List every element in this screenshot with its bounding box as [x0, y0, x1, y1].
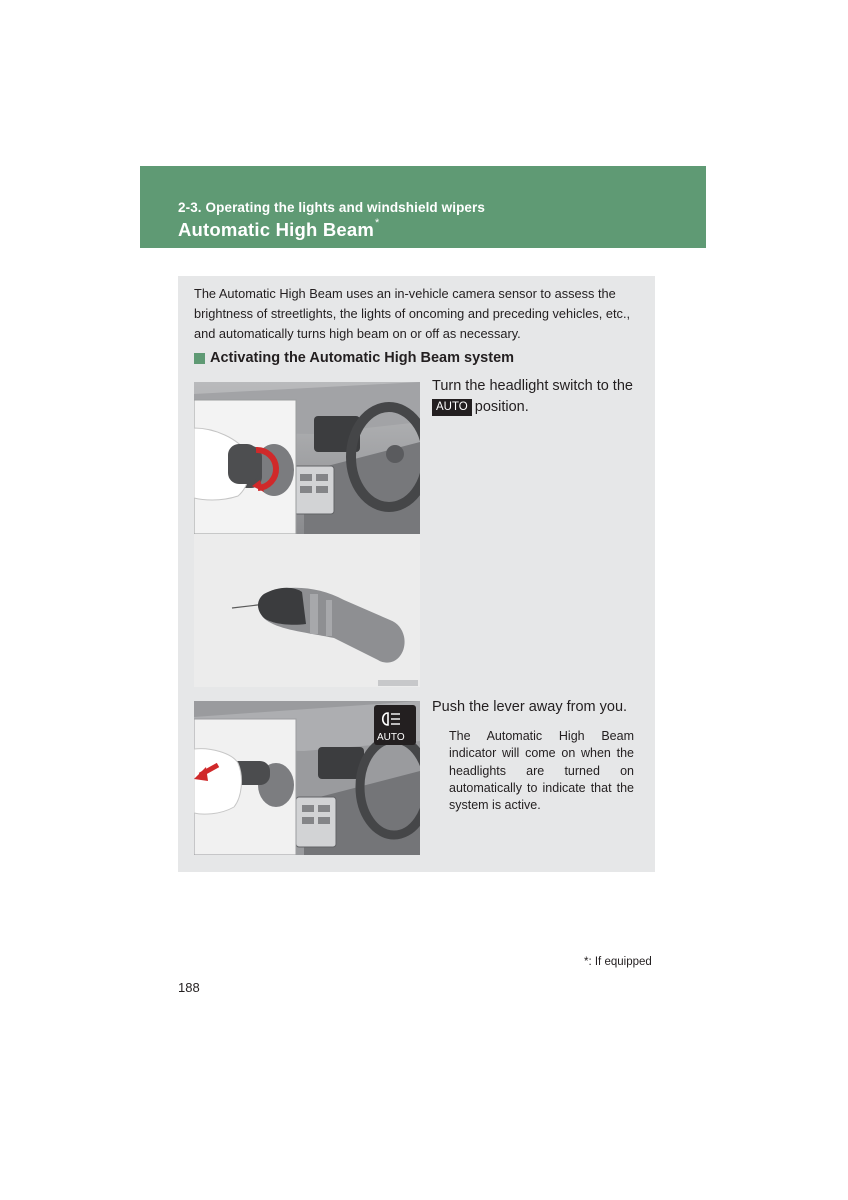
step-1-instruction: Turn the headlight switch to the AUTO position.: [432, 378, 633, 415]
headlight-switch-illustration: [194, 382, 420, 534]
content-panel: [178, 276, 655, 872]
lever-push-illustration: [194, 701, 420, 855]
subheading: Activating the Automatic High Beam system: [194, 350, 514, 366]
footnote: *: If equipped: [584, 956, 652, 968]
auto-position-label: AUTO: [432, 399, 472, 416]
page-title: Automatic High Beam*: [178, 216, 380, 240]
footnote-marker: *: [375, 216, 380, 229]
section-header: [140, 166, 706, 248]
auto-indicator-label: AUTO: [377, 732, 405, 743]
step-2-instruction: Push the lever away from you.: [432, 699, 628, 715]
headlight-lever-illustration: [194, 534, 420, 687]
section-title: 2-3. Operating the lights and windshield wipers: [178, 200, 485, 215]
intro-paragraph: The Automatic High Beam uses an in-vehicle camera sensor to assess the brightness of streetlights, the lights of oncoming and preceding vehicles, etc., and automatically turns high beam on or off as necessary.: [194, 286, 631, 341]
page-number: 188: [178, 980, 200, 995]
square-bullet-icon: [194, 353, 205, 364]
step-2-note: The Automatic High Beam indicator will come on when the headlights are turned on automatically to indicate that the system is active.: [449, 729, 634, 813]
